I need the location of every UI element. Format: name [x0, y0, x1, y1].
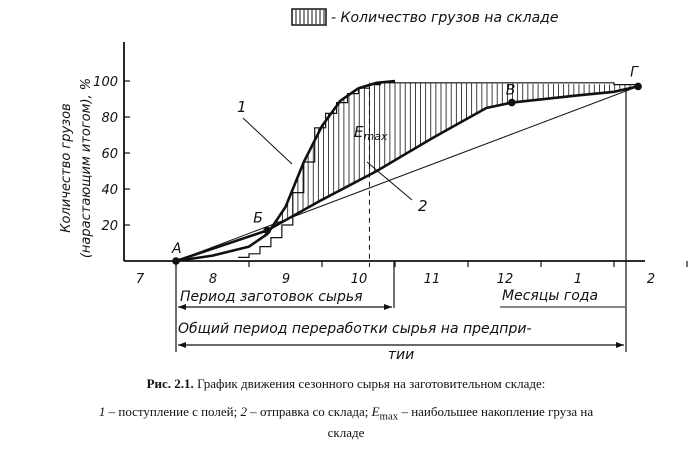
legend-swatch	[292, 9, 326, 25]
point-marker	[263, 227, 271, 235]
x-tick-label: 10	[350, 272, 368, 287]
x-tick-label: 8	[208, 272, 218, 287]
caption-emax: E	[371, 404, 380, 419]
procurement-arrow-right	[384, 304, 392, 310]
x-tick-label: 7	[135, 272, 145, 287]
total-arrow-left	[178, 342, 186, 348]
caption-text-1: – поступление с полей;	[105, 404, 241, 419]
procurement-period-label: Период заготовок сырья	[180, 289, 363, 305]
caption-text-2: – отправка со склада;	[246, 404, 372, 419]
y-tick-label: 100	[93, 75, 118, 90]
x-tick-label: 1	[573, 272, 583, 287]
point-marker	[634, 83, 642, 91]
y-tick-label: 80	[101, 111, 118, 126]
point-label: А	[172, 241, 182, 257]
labeled-points	[171, 64, 642, 264]
total-period-label-line1: Общий период переработки сырья на предпри-	[178, 321, 532, 337]
caption-emax-sub: max	[379, 410, 399, 423]
y-axis-label-line2: (нарастающим итогом), %	[79, 77, 94, 259]
curve-1-leader	[243, 118, 292, 164]
series-line-1	[176, 81, 395, 261]
x-tick-label: 11	[423, 272, 441, 287]
curve-label-1: 1	[237, 98, 247, 116]
figure-caption-legend	[0, 404, 692, 441]
x-tick-label: 12	[496, 272, 514, 287]
curve-2-leader	[367, 162, 412, 200]
y-axis-label-line1: Количество грузов	[59, 103, 74, 233]
emax-label: $E_{max}$	[354, 123, 388, 143]
curve-label-2: 2	[418, 197, 428, 215]
caption-text-4: складе	[327, 424, 365, 440]
x-tick-label: 9	[281, 272, 291, 287]
point-label: В	[505, 82, 516, 99]
caption-num-2: 2	[240, 404, 247, 419]
caption-num-1: 1	[98, 404, 106, 419]
figure-caption-title	[0, 376, 692, 392]
point-label: Б	[253, 210, 263, 227]
x-ticks	[136, 261, 687, 287]
stock-bars	[238, 82, 638, 258]
total-arrow-right	[616, 342, 624, 348]
y-tick-label: 60	[101, 147, 118, 162]
months-axis-label: Месяцы года	[502, 288, 599, 304]
point-label: Г	[630, 64, 638, 81]
legend-text: - Количество грузов на складе	[331, 10, 559, 26]
x-tick-label: 2	[646, 272, 656, 287]
figure-title: График движения сезонного сырья на заготовительном складе:	[193, 376, 546, 391]
figure-number: Рис. 2.1.	[146, 376, 194, 391]
caption-text-3: – наибольшее накопление груза на	[398, 404, 594, 419]
point-marker	[508, 99, 516, 107]
y-tick-label: 20	[101, 219, 118, 234]
total-period-label-line2: тии	[387, 347, 415, 363]
y-tick-label: 40	[101, 183, 118, 198]
